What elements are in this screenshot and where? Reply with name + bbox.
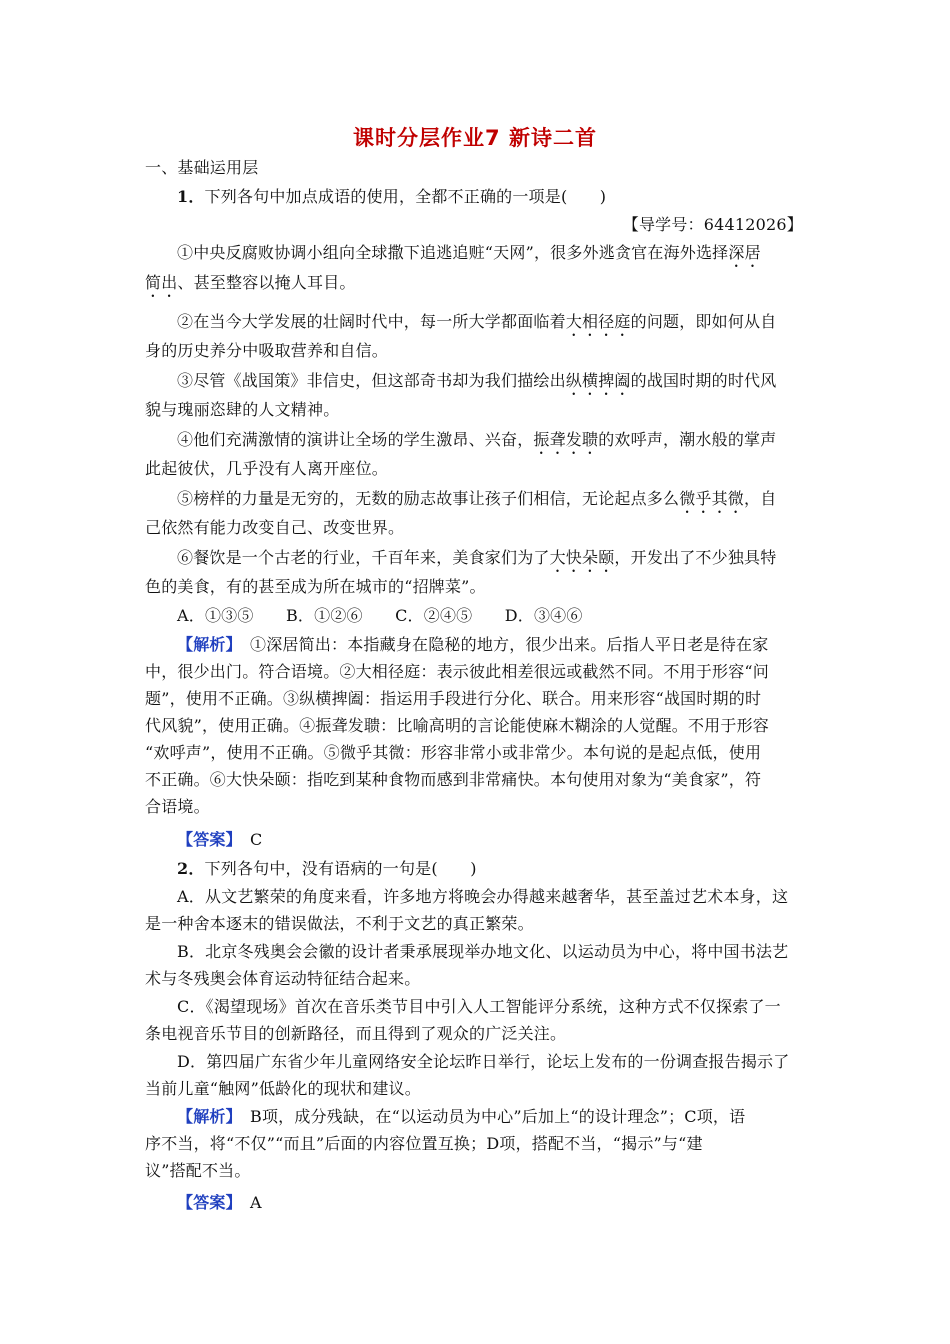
- option-item-1: ①中央反腐败协调小组向全球撒下追逃追赃“天网”，很多外逃贪官在海外选择深居: [177, 243, 761, 262]
- q2-option-c: C．《渴望现场》首次在音乐类节目中引入人工智能评分系统，这种方式不仅探索了一: [177, 997, 781, 1016]
- option-item-2: ②在当今大学发展的壮阔时代中，每一所大学都面临着大相径庭的问题，即如何从自: [177, 312, 777, 331]
- option-item-2-cont: 身的历史养分中吸取营养和自信。: [145, 341, 389, 360]
- analysis-line: 议”搭配不当。: [145, 1161, 251, 1180]
- analysis-line: 不正确。⑥大快朵颐：指吃到某种食物而感到非常痛快。本句使用对象为“美食家”，符: [145, 770, 762, 789]
- option-item-3-cont: 貌与瑰丽恣肆的人文精神。: [145, 400, 340, 419]
- question-1-stem: 1．下列各句中加点成语的使用，全都不正确的一项是( ): [177, 187, 607, 206]
- analysis-line: “欢呼声”，使用不正确。⑤微乎其微：形容非常小或非常少。本句说的是起点低，使用: [145, 743, 762, 762]
- answer-options: A．①③⑤ B．①②⑥ C．②④⑤ D．③④⑥: [177, 606, 583, 625]
- analysis-line: 题”，使用不正确。③纵横捭阖：指运用手段进行分化、联合。用来形容“战国时期的时: [145, 689, 762, 708]
- analysis-line: 中，很少出门。符合语境。②大相径庭：表示彼此相差很远或截然不同。不用于形容“问: [145, 662, 769, 681]
- q2-option-a-cont: 是一种舍本逐末的错误做法，不利于文艺的真正繁荣。: [145, 914, 534, 933]
- guide-number: 【导学号：64412026】: [622, 215, 803, 234]
- q2-option-d-cont: 当前儿童“触网”低龄化的现状和建议。: [145, 1079, 421, 1098]
- answer-tag: 【答案】: [177, 1193, 234, 1212]
- analysis-line: 合语境。: [145, 797, 210, 816]
- q2-option-a: A．从文艺繁荣的角度来看，许多地方将晚会办得越来越奢华，甚至盖过艺术本身，这: [177, 887, 789, 906]
- option-item-4: ④他们充满激情的演讲让全场的学生激昂、兴奋，振聋发聩的欢呼声，潮水般的掌声: [177, 430, 777, 449]
- q2-option-b-cont: 术与冬残奥会体育运动特征结合起来。: [145, 969, 421, 988]
- page-title: 课时分层作业7 新诗二首: [353, 126, 597, 150]
- option-item-4-cont: 此起彼伏，几乎没有人离开座位。: [145, 459, 389, 478]
- answer-tag: 【答案】: [177, 830, 234, 849]
- q2-option-c-cont: 条电视音乐节目的创新路径，而且得到了观众的广泛关注。: [145, 1024, 567, 1043]
- option-item-6-cont: 色的美食，有的甚至成为所在城市的“招牌菜”。: [145, 577, 486, 596]
- q2-answer-line: 【答案】 A: [177, 1193, 262, 1212]
- option-item-6: ⑥餐饮是一个古老的行业，千百年来，美食家们为了大快朵颐，开发出了不少独具特: [177, 548, 777, 567]
- option-item-5-cont: 己依然有能力改变自己、改变世界。: [145, 518, 405, 537]
- answer-line: 【答案】 C: [177, 830, 263, 849]
- analysis-tag: 【解析】: [177, 1107, 234, 1126]
- question-number: 1．: [177, 187, 205, 206]
- section-heading: 一、基础运用层: [145, 158, 259, 177]
- option-item-3: ③尽管《战国策》非信史，但这部奇书却为我们描绘出纵横捭阖的战国时期的时代风: [177, 371, 777, 390]
- q2-option-b: B．北京冬残奥会会徽的设计者秉承展现举办地文化、以运动员为中心，将中国书法艺: [177, 942, 789, 961]
- question-number: 2．: [177, 859, 205, 878]
- analysis-line: 序不当，将“不仅”“而且”后面的内容位置互换；D项，搭配不当，“揭示”与“建: [145, 1134, 703, 1153]
- q2-option-d: D．第四届广东省少年儿童网络安全论坛昨日举行，论坛上发布的一份调查报告揭示了: [177, 1052, 790, 1071]
- analysis-tag: 【解析】: [177, 635, 234, 654]
- analysis-line: 代风貌”，使用正确。④振聋发聩：比喻高明的言论能使麻木糊涂的人觉醒。不用于形容: [145, 716, 769, 735]
- question-2-stem: 2．下列各句中，没有语病的一句是( ): [177, 859, 477, 878]
- q2-analysis: 【解析】 B项，成分残缺，在“以运动员为中心”后加上“的设计理念”；C项，语: [177, 1107, 746, 1126]
- analysis-paragraph: 【解析】 ①深居简出：本指藏身在隐秘的地方，很少出来。后指人平日老是待在家: [177, 635, 769, 654]
- option-item-5: ⑤榜样的力量是无穷的，无数的励志故事让孩子们相信，无论起点多么微乎其微，自: [177, 489, 777, 508]
- option-item-1-cont: 简出、甚至整容以掩人耳目。: [145, 273, 356, 292]
